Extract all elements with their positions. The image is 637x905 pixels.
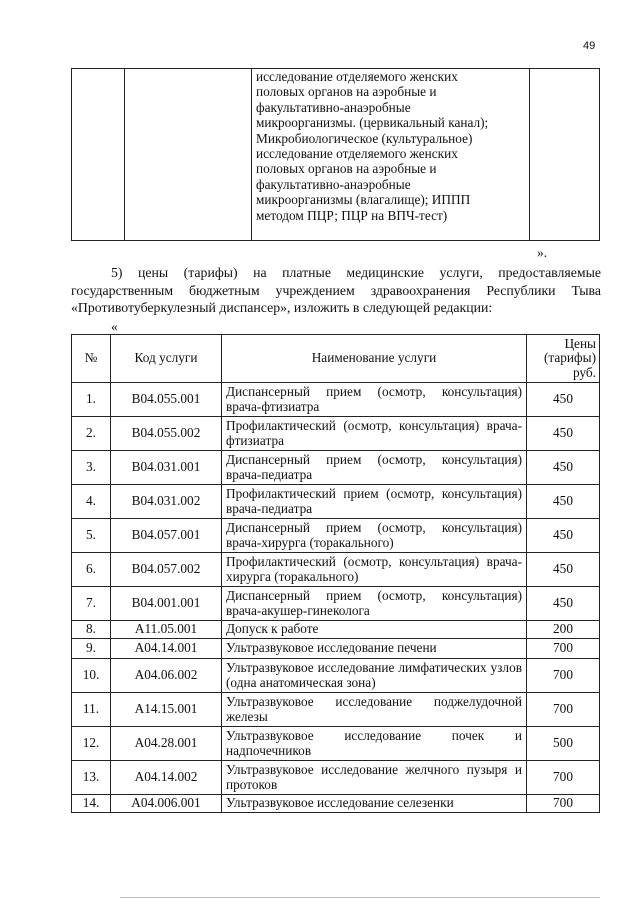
row-code: B04.031.002 [111,485,222,519]
row-price: 450 [527,417,600,451]
row-code: A14.15.001 [111,693,222,727]
table-row [72,485,600,519]
table-row [72,659,600,693]
table-row [72,761,600,795]
table-row [72,383,600,417]
row-num: 9. [72,639,111,659]
table-row [72,587,600,621]
row-price: 500 [527,727,600,761]
row-name: Ультразвуковое исследование почек и надпочечников [222,727,527,761]
desc-line: методом ПЦР; ПЦР на ВПЧ-тест) [256,207,448,223]
cell-code [125,69,252,241]
continued-table [71,68,600,241]
table-header-row [72,335,600,383]
row-name: Ультразвуковое исследование поджелудочной железы [222,693,527,727]
row-price: 700 [527,795,600,813]
header-num: № [72,335,111,383]
row-price: 450 [527,587,600,621]
row-num: 3. [72,451,111,485]
desc-line: микроорганизмы (влагалище); ИППП [256,192,471,208]
table-row [72,693,600,727]
header-name: Наименование услуги [222,335,527,383]
row-price: 450 [527,553,600,587]
row-name: Диспансерный прием (осмотр, консультация) врача-фтизиатра [222,383,527,417]
table-row [72,417,600,451]
footer-rule [120,897,600,898]
row-code: A04.06.002 [111,659,222,693]
closing-quote: ». [537,245,548,260]
cell-num [72,69,125,241]
desc-line: факультативно-анаэробные [256,176,411,192]
row-name: Ультразвуковое исследование печени [222,639,527,659]
table-row [72,727,600,761]
price-table [71,334,600,813]
row-name: Профилактический (осмотр, консультация) врача-хирурга (торакального) [222,553,527,587]
row-num: 5. [72,519,111,553]
row-name: Диспансерный прием (осмотр, консультация) врача-хирурга (торакального) [222,519,527,553]
table-row [72,639,600,659]
row-price: 450 [527,519,600,553]
row-num: 13. [72,761,111,795]
cell-service-description [252,69,530,241]
row-num: 7. [72,587,111,621]
opening-quote: « [111,319,118,334]
row-code: B04.031.001 [111,451,222,485]
row-num: 6. [72,553,111,587]
row-name: Профилактический прием (осмотр, консультация) врача-педиатра [222,485,527,519]
header-code: Код услуги [111,335,222,383]
desc-line: факультативно-анаэробные [256,99,411,115]
paragraph-text: 5) цены (тарифы) на платные медицинские услуги, предоставляемые государственным бюджетным учреждением здравоохранения Республики Тыва «Противотуберкулезный диспансер», изложить в следующей редакции: [71,265,601,315]
cell-price [530,69,600,241]
row-name: Диспансерный прием (осмотр, консультация) врача-акушер-гинеколога [222,587,527,621]
row-name: Ультразвуковое исследование желчного пузыря и протоков [222,761,527,795]
row-code: A04.28.001 [111,727,222,761]
row-num: 14. [72,795,111,813]
row-name: Диспансерный прием (осмотр, консультация) врача-педиатра [222,451,527,485]
header-price-text: Цены (тарифы) руб. [543,335,596,380]
table-row [72,451,600,485]
desc-line: половых органов на аэробные и [256,161,437,177]
row-code: A11.05.001 [111,621,222,639]
header-price [527,335,600,383]
row-num: 1. [72,383,111,417]
row-name: Профилактический (осмотр, консультация) врача-фтизиатра [222,417,527,451]
row-code: B04.055.001 [111,383,222,417]
desc-line: микроорганизмы. (цервикальный канал); [256,115,489,131]
amendment-paragraph [71,264,601,317]
row-num: 10. [72,659,111,693]
row-name: Ультразвуковое исследование селезенки [222,795,527,813]
row-num: 8. [72,621,111,639]
row-price: 700 [527,693,600,727]
desc-line: половых органов на аэробные и [256,84,437,100]
row-name: Допуск к работе [222,621,527,639]
row-num: 11. [72,693,111,727]
row-name: Ультразвуковое исследование лимфатических узлов (одна анатомическая зона) [222,659,527,693]
table-row [72,553,600,587]
table-row [72,519,600,553]
row-code: B04.057.001 [111,519,222,553]
desc-line: Микробиологическое (культуральное) [256,130,473,146]
page-number: 49 [583,40,596,52]
row-num: 2. [72,417,111,451]
row-code: A04.14.001 [111,639,222,659]
row-price: 700 [527,639,600,659]
desc-line: исследование отделяемого женских [256,69,458,84]
row-code: B04.057.002 [111,553,222,587]
row-price: 700 [527,761,600,795]
row-num: 12. [72,727,111,761]
table-row [72,621,600,639]
row-price: 450 [527,383,600,417]
row-price: 450 [527,451,600,485]
row-price: 200 [527,621,600,639]
row-num: 4. [72,485,111,519]
row-code: A04.006.001 [111,795,222,813]
table-row [72,795,600,813]
row-price: 450 [527,485,600,519]
row-price: 700 [527,659,600,693]
desc-line: исследование отделяемого женских [256,146,458,162]
row-code: B04.055.002 [111,417,222,451]
row-code: B04.001.001 [111,587,222,621]
row-code: A04.14.002 [111,761,222,795]
